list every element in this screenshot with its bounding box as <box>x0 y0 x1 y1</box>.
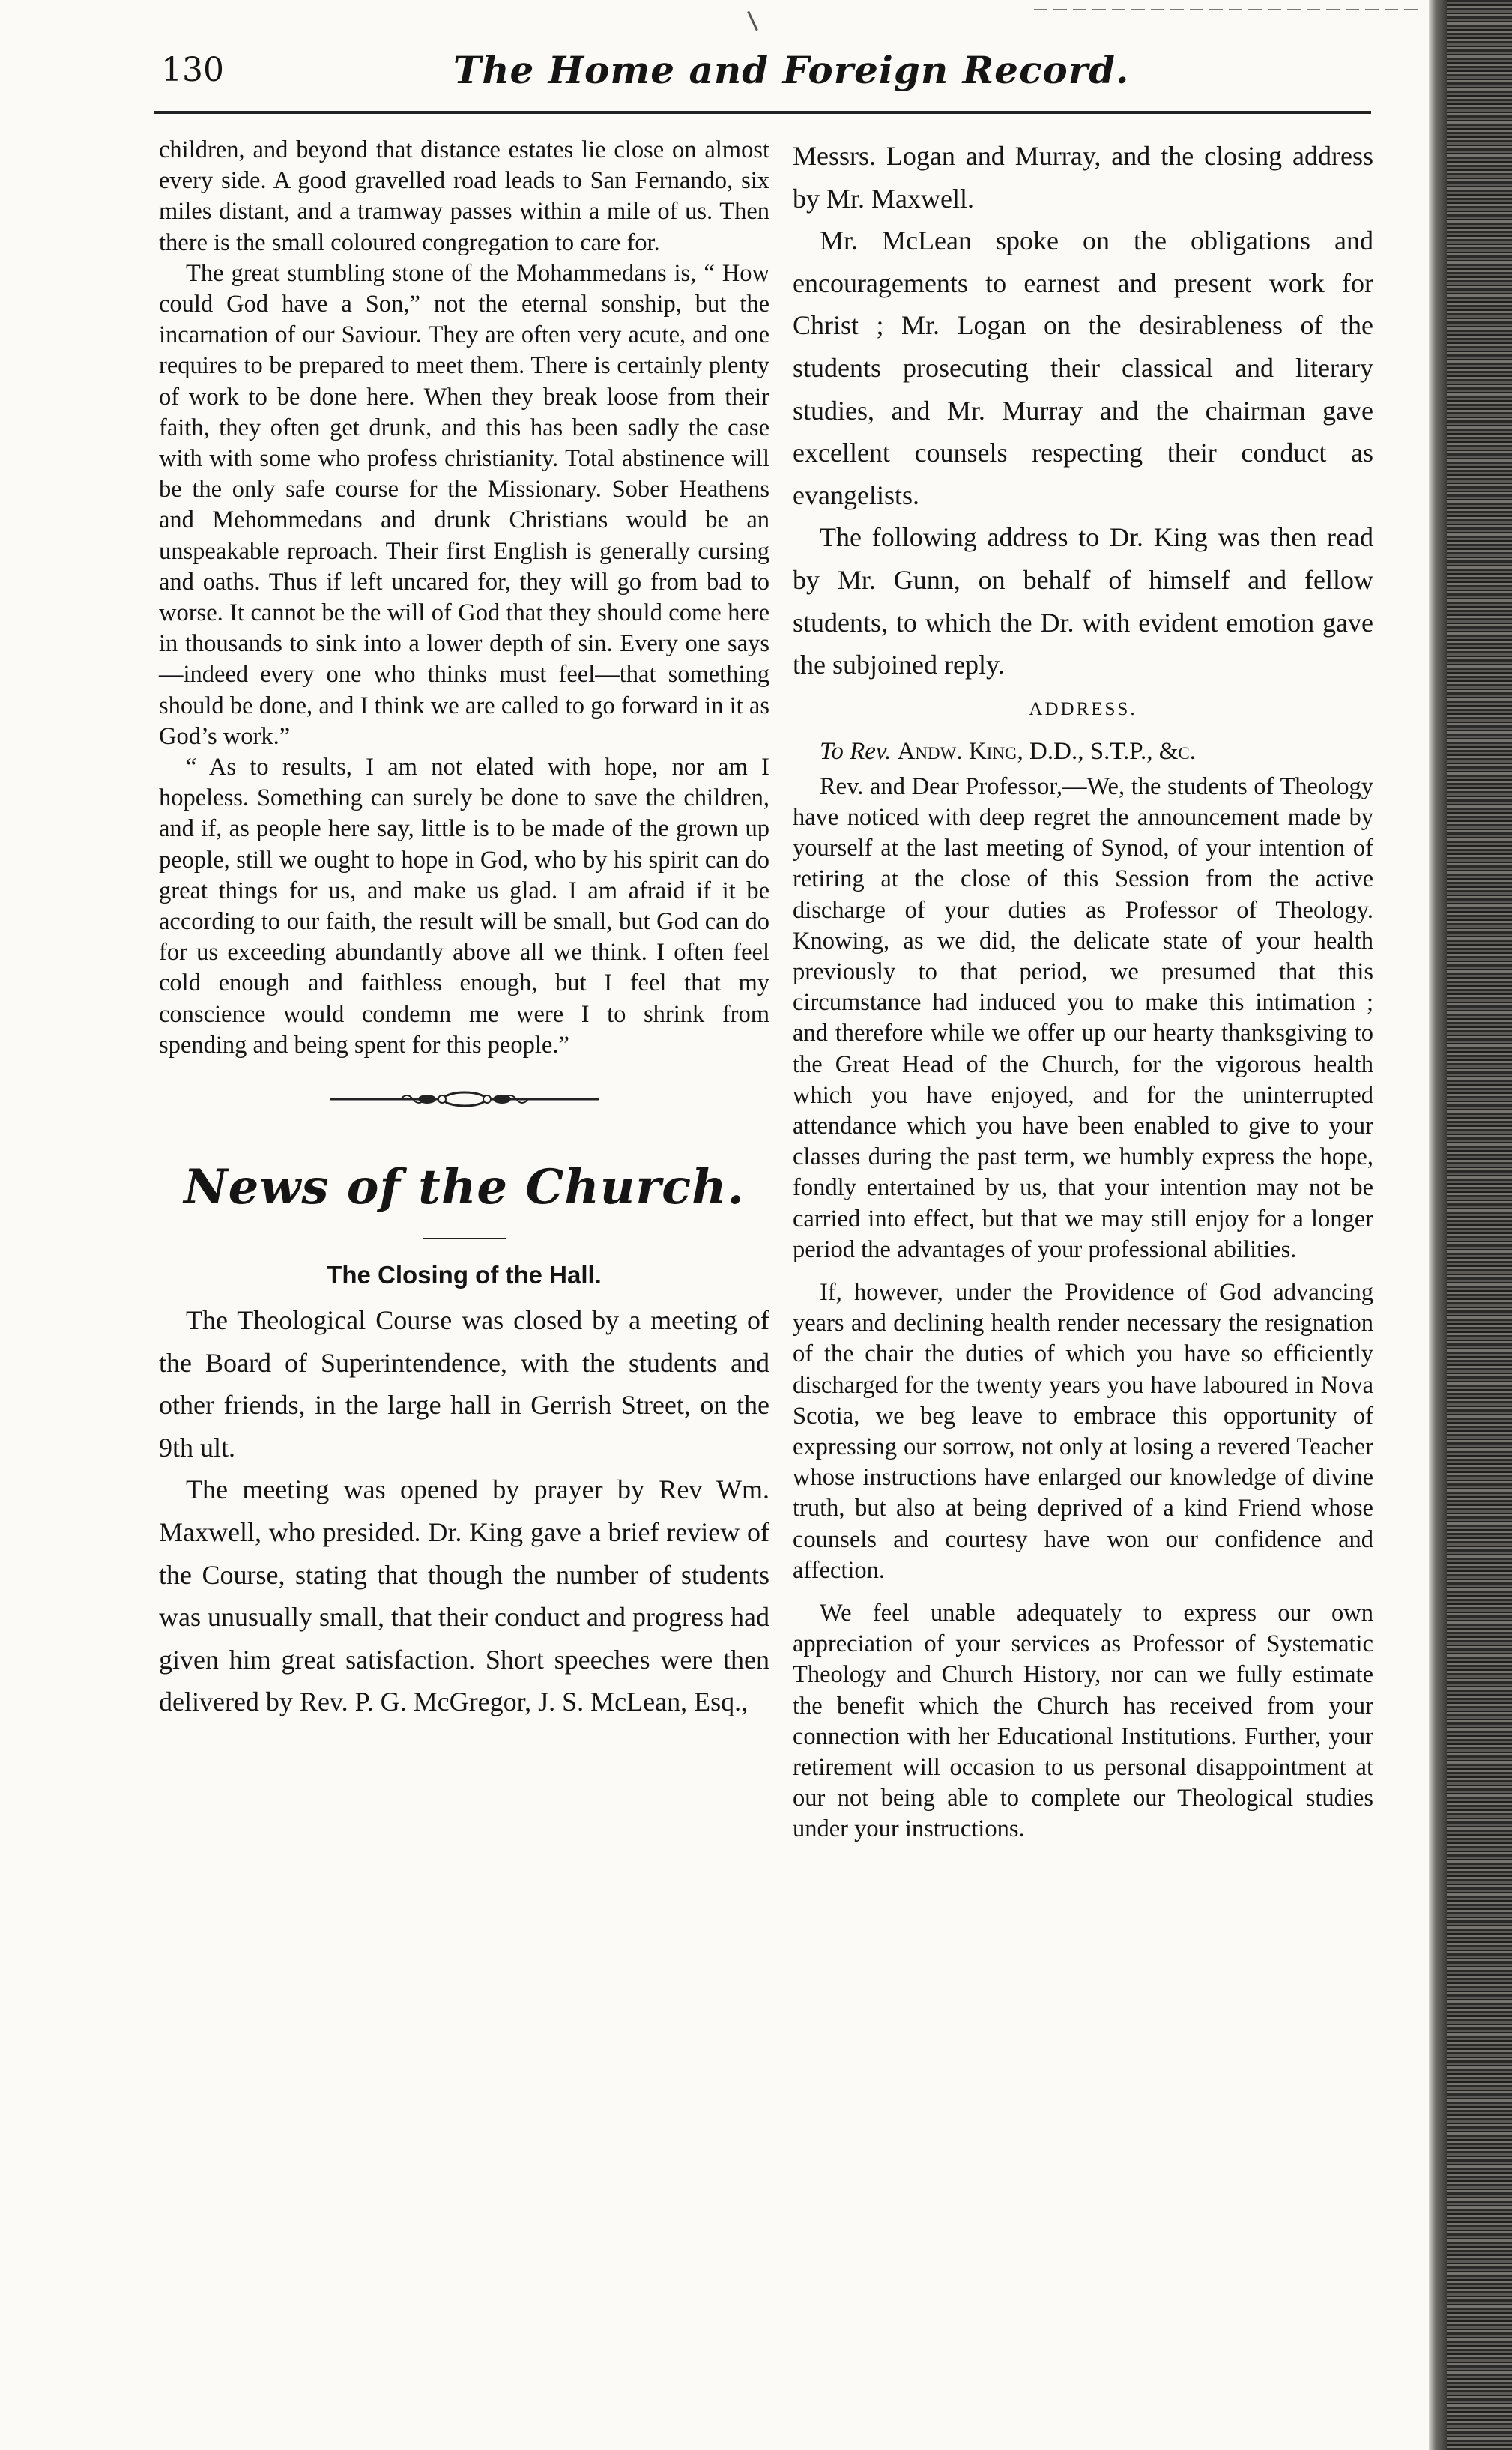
body-paragraph: The Theological Course was closed by a meeting of the Board of Superintendence, with the students and other friends, in the large hall in Gerrish Street, on the 9th ult. <box>159 1305 769 1463</box>
body-paragraph: If, however, under the Providence of God advancing years and declining health render necessary the resignation of the chair the duties of which you have so efficiently discharged for the twenty years you have laboured in Nova Scotia, we beg leave to embrace this opportunity of expressing our sorrow, not only at losing a revered Teacher whose instructions have enlarged our knowledge of divine truth, but also at being deprived of a kind Friend whose counsels and courtesy have won our confidence and affection. <box>793 1278 1373 1584</box>
body-paragraph: The great stumbling stone of the Mohammedans is, “ How could God have a Son,” not the eternal sonship, but the incarnation of our Saviour. They are often very acute, and one requires to be prepared to meet them. There is certainly plenty of work to be done here. When they break loose from their faith, they often get drunk, and this has been sadly the case with with some who profess christianity. Total abstinence will be the only safe course for the Missionary. Sober Heathens and Mehommedans and drunk Christians would be an unspeakable reproach. Their first English is generally cursing and oaths. Thus if left uncared for, they will go from bad to worse. It cannot be the will of God that they should come here in thousands to sink into a lower depth of sin. Every one says—indeed every one who thinks must feel—that something should be done, and I think we are called to go forward in it as God’s work.” <box>159 259 769 750</box>
running-header <box>161 48 1382 111</box>
page-number: 130 <box>161 51 224 89</box>
ornament-divider <box>330 1089 599 1109</box>
scan-artifact-tick <box>747 11 758 31</box>
dedication-prefix: To Rev. <box>820 737 892 765</box>
body-paragraph: The following address to Dr. King was then read by Mr. Gunn, on behalf of himself and fellow students, to which the Dr. with evident emotion gave the subjoined reply. <box>793 522 1373 680</box>
header-rule <box>154 111 1371 114</box>
left-column <box>159 135 769 1723</box>
body-paragraph: Messrs. Logan and Murray, and the closing address by Mr. Maxwell. <box>793 141 1373 214</box>
address-label: ADDRESS. <box>1029 698 1137 719</box>
scan-artifact-dash <box>1034 9 1424 10</box>
article-subheading: The Closing of the Hall. <box>327 1261 602 1289</box>
body-paragraph: Rev. and Dear Professor,—We, the students of Theology have noticed with deep regret the announcement made by yourself at the last meeting of Synod, of your intention of retiring at the close of this Session from the active discharge of your duties as Professor of Theology. Knowing, as we did, the delicate state of your health previously to that period, we presumed that this circumstance had induced you to make this intimation ; and therefore while we offer up our hearty thanksgiving to the Great Head of the Church, for the vigorous health which you have enjoyed, and for the uninterrupted attendance which you have been enabled to give to your classes during the past term, we humbly express the hope, fondly entertained by us, that your intention may not be carried into effect, but that we may still enjoy for a longer period the advantages of your professional abilities. <box>793 772 1373 1263</box>
body-paragraph: “ As to results, I am not elated with hope, nor am I hopeless. Something can surely be done to save the children, and if, as people here say, little is to be made of the grown up people, still we ought to hope in God, who by his spirit can do great things for us, and make us glad. I am afraid if it be according to our faith, the result will be small, but God can do for us exceeding abundantly above all we think. I often feel cold enough and faithless enough, but I feel that my conscience would condemn me were I to shrink from spending and being spent for this people.” <box>159 754 769 1059</box>
heading-rule <box>423 1238 506 1239</box>
dedication-name: Andw. King, D.D., S.T.P., &c. <box>897 737 1196 765</box>
body-paragraph: We feel unable adequately to express our own appreciation of your services as Professor of Systematic Theology and Church History, nor can we fully estimate the benefit which the Church has received from your connection with her Educational Institutions. Further, your retirement will occasion to us personal disappointment at our not being able to complete our Theological studies under your instructions. <box>793 1600 1373 1843</box>
body-paragraph: Mr. McLean spoke on the obligations and encouragements to earnest and present work for Christ ; Mr. Logan on the desirableness of the students prosecuting their classical and literary studies, and Mr. Murray and the chairman gave excellent counsels respecting their conduct as evangelists. <box>793 226 1373 510</box>
body-paragraph: children, and beyond that distance estates lie close on almost every side. A good gravelled road leads to San Fernando, six miles distant, and a tramway passes within a mile of us. Then there is the small coloured congregation to care for. <box>159 136 769 256</box>
running-title: The Home and Foreign Record. <box>453 48 1130 92</box>
section-heading: News of the Church. <box>184 1159 745 1216</box>
body-paragraph: The meeting was opened by prayer by Rev Wm. Maxwell, who presided. Dr. King gave a brief review of the Course, stating that though the number of students was unusually small, that their conduct and progress had given him great satisfaction. Short speeches were then delivered by Rev. P. G. McGregor, J. S. McLean, Esq., <box>159 1474 769 1717</box>
binding-shadow <box>1429 0 1447 2450</box>
binding-texture <box>1447 0 1512 2450</box>
address-dedication <box>820 734 1373 769</box>
right-column <box>793 135 1373 1845</box>
